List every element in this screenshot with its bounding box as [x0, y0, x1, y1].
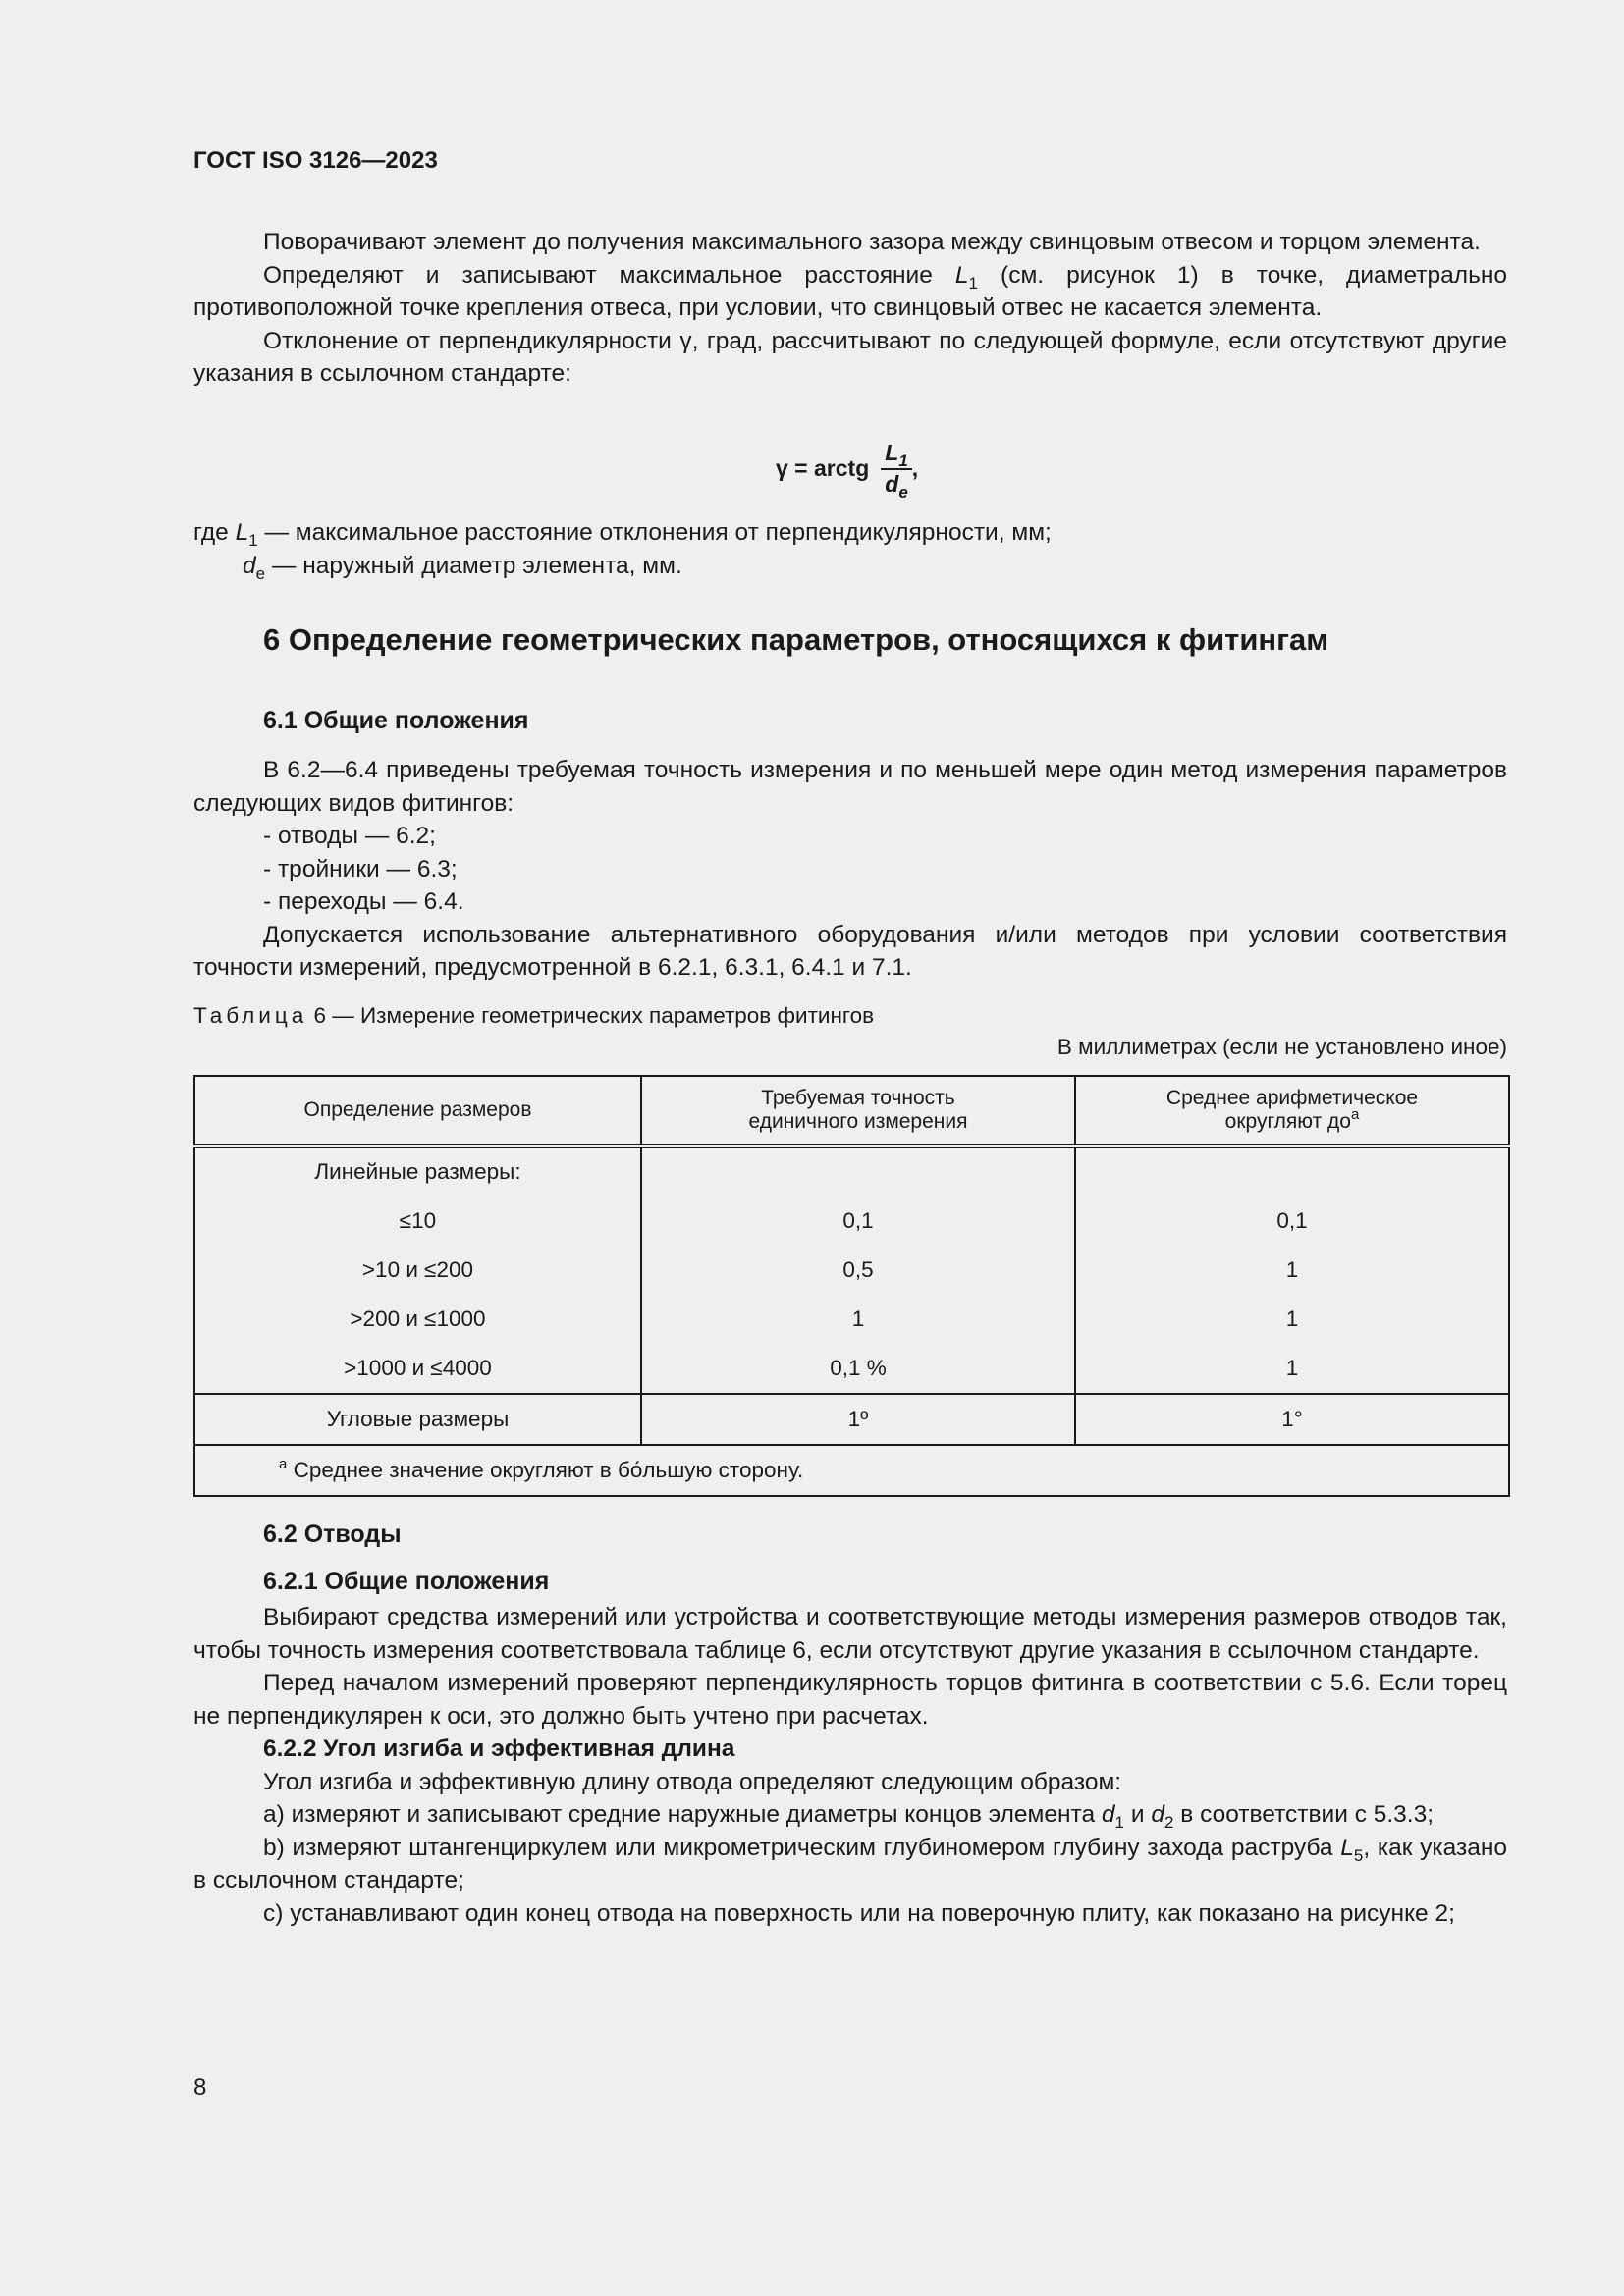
table-cell: 0,1: [1075, 1197, 1509, 1246]
list-item-b: b) измеряют штангенциркулем или микрометрическим глубиномером глубину захода раструба $L_5$, как указано в ссылочном стандарте;: [193, 1834, 1507, 1894]
table-cell: 1: [1075, 1246, 1509, 1295]
measurement-table: [193, 1075, 1510, 1497]
table-header-row: [194, 1076, 1509, 1146]
list-item-a: a) измеряют и записывают средние наружные диаметры концов элемента $d_1$ и $d_2$ в соответствии с 5.3.3;: [263, 1801, 1435, 1832]
section-6-1-paragraph-2: Допускается использование альтернативного оборудования и/или методов при условии соответствия точности измерений, предусмотренной в 6.2.1, 6.3.1, 6.4.1 и 7.1.: [193, 921, 1507, 981]
list-item: - тройники — 6.3;: [263, 855, 458, 882]
document-header: ГОСТ ISO 3126—2023: [193, 147, 438, 174]
list-item: - отводы — 6.2;: [263, 823, 436, 849]
section-6-2-2-paragraph-1: Угол изгиба и эффективную длину отвода определяют следующим образом:: [263, 1768, 1122, 1795]
table-cell: [641, 1146, 1075, 1197]
table-cell: 1: [1075, 1344, 1509, 1394]
section-6-2-1-paragraph-2: Перед началом измерений проверяют перпендикулярность торцов фитинга в соответствии с 5.6. Если торец не перпендикулярен к оси, это должно быть учтено при расчетах.: [193, 1670, 1507, 1730]
table-caption: Таблица 6 — Измерение геометрических параметров фитингов: [193, 1003, 875, 1028]
intro-paragraph-2: Определяют и записывают максимальное расстояние $L_1$ (см. рисунок 1) в точке, диаметрально противоположной точке крепления отвеса, при условии, что свинцовый отвес не касается элемента.: [193, 261, 1507, 321]
section-6-1-title: 6.1 Общие положения: [263, 707, 529, 734]
table-cell: >200 и ≤1000: [194, 1295, 641, 1344]
list-item: - переходы — 6.4.: [263, 888, 464, 915]
section-6-2-1-title: 6.2.1 Общие положения: [263, 1568, 550, 1595]
formula-fraction: [881, 440, 912, 502]
table-footnote: $^a$ Среднее значение округляют в бо́льшую сторону.: [194, 1445, 1509, 1496]
section-6-1-body: [193, 754, 1507, 985]
table-header-cell: Требуемая точность единичного измерения: [641, 1076, 1075, 1146]
table-row: [194, 1344, 1509, 1394]
intro-paragraph-3: Отклонение от перпендикулярности γ, град, рассчитывают по следующей формуле, если отсутствуют другие указания в ссылочном стандарте:: [193, 327, 1507, 387]
formula-denominator: $d_e$: [885, 471, 908, 502]
page-number: 8: [193, 2074, 207, 2101]
table-cell: 0,1: [641, 1197, 1075, 1246]
section-6-2-body: [193, 1601, 1507, 1930]
table-row: [194, 1146, 1509, 1197]
formula-comma: ,: [911, 455, 919, 481]
section-6-2-title: 6.2 Отводы: [263, 1521, 402, 1548]
table-units: В миллиметрах (если не установлено иное): [1056, 1035, 1507, 1059]
table-row: [194, 1394, 1509, 1445]
table-footnote-row: [194, 1445, 1509, 1496]
list-item-c: c) устанавливают один конец отвода на поверхность или на поверочную плиту, как показано на рисунке 2;: [263, 1899, 1455, 1927]
table-cell: 1: [641, 1295, 1075, 1344]
table-cell: >10 и ≤200: [194, 1246, 641, 1295]
where-line-2: $d_e$ — наружный диаметр элемента, мм.: [243, 552, 682, 583]
formula-lhs: γ = arctg: [776, 455, 870, 481]
table-cell: >1000 и ≤4000: [194, 1344, 641, 1394]
table-cell: [1075, 1146, 1509, 1197]
section-6-1-paragraph-1: В 6.2—6.4 приведены требуемая точность измерения и по меньшей мере один метод измерения параметров следующих видов фитингов:: [193, 757, 1507, 817]
table-cell: ≤10: [194, 1197, 641, 1246]
table-cell: 1º: [641, 1394, 1075, 1445]
table-header-cell: Определение размеров: [194, 1076, 641, 1146]
table-cell: 0,5: [641, 1246, 1075, 1295]
table-row: [194, 1246, 1509, 1295]
table-row: [194, 1295, 1509, 1344]
section-6-2-1-paragraph-1: Выбирают средства измерений или устройства и соответствующие методы измерения размеров отводов так, чтобы точность измерения соответствовала таблице 6, если отсутствуют другие указания в ссылочном стандарте.: [193, 1604, 1507, 1664]
table-header-cell: Среднее арифметическое округляют $до^a$: [1075, 1076, 1509, 1146]
formula: [776, 440, 919, 502]
formula-numerator: $L_1$: [881, 440, 912, 470]
table-cell: Линейные размеры:: [194, 1146, 641, 1197]
table-cell: 0,1 %: [641, 1344, 1075, 1394]
section-6-2-2-title: 6.2.2 Угол изгиба и эффективная длина: [263, 1735, 735, 1762]
intro-paragraph-1: Поворачивают элемент до получения максимального зазора между свинцовым отвесом и торцом элемента.: [263, 229, 1481, 255]
table-cell: 1: [1075, 1295, 1509, 1344]
where-block: [193, 516, 1507, 582]
table-cell: Угловые размеры: [194, 1394, 641, 1445]
intro-block: [193, 226, 1507, 391]
section-6-title: 6 Определение геометрических параметров, относящихся к фитингам: [263, 622, 1329, 657]
where-line-1: где $L_1$ — максимальное расстояние отклонения от перпендикулярности, мм;: [193, 519, 1052, 550]
table-row: [194, 1197, 1509, 1246]
table-cell: 1°: [1075, 1394, 1509, 1445]
